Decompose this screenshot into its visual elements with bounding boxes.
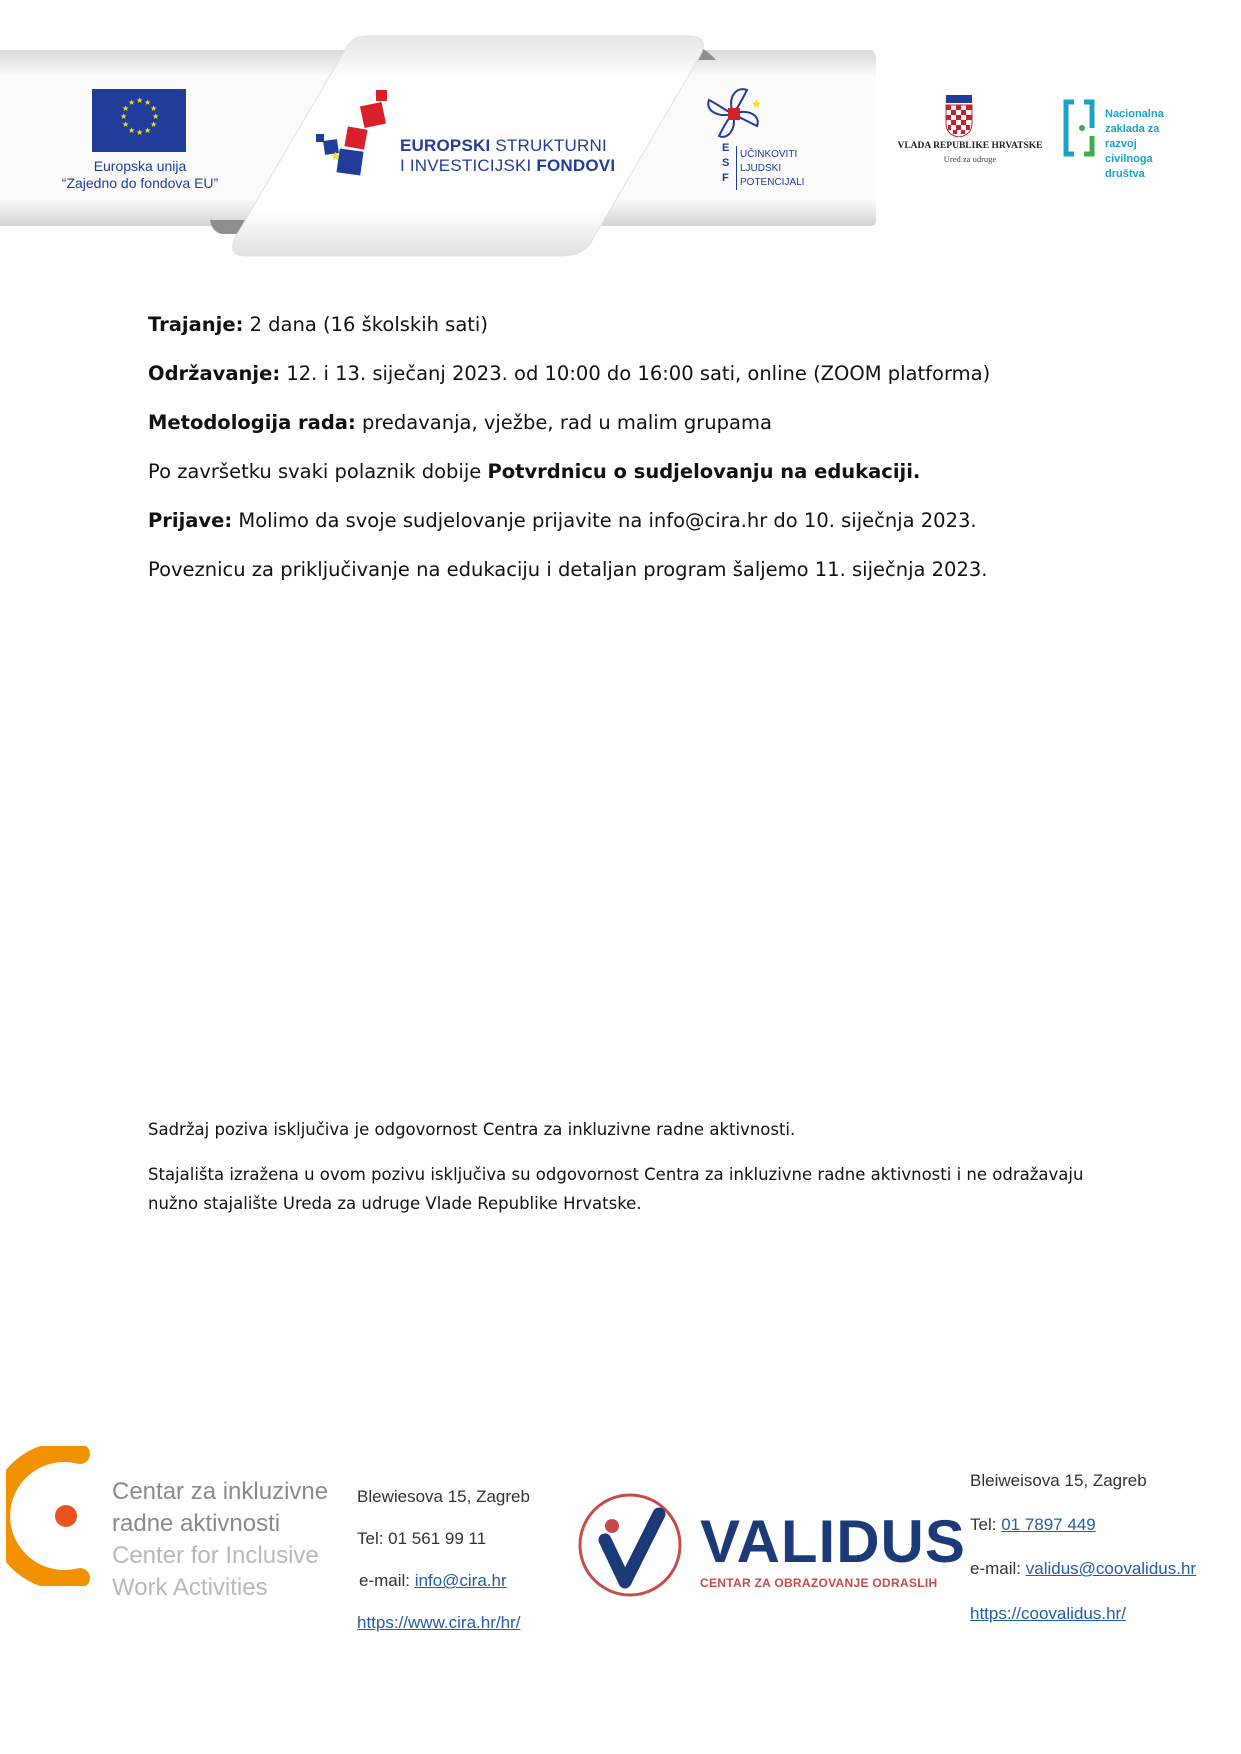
- esif-title: [400, 136, 615, 176]
- nacionalna-zaklada-logo-icon: [1060, 98, 1098, 158]
- metodologija-label: Metodologija rada:: [148, 411, 356, 434]
- esif-line1-bold: EUROPSKI: [400, 136, 491, 155]
- cira-email-link[interactable]: info@cira.hr: [414, 1571, 507, 1590]
- cira-name-line2: radne aktivnosti: [112, 1510, 281, 1537]
- svg-text:★: ★: [152, 112, 160, 121]
- cira-name-line1: Centar za inkluzivne: [112, 1478, 329, 1505]
- esf-word-3: POTENCIJALI: [740, 177, 805, 188]
- esf-letter-s: S: [722, 157, 730, 169]
- svg-text:★: ★: [136, 128, 144, 137]
- svg-text:★: ★: [751, 97, 762, 111]
- validus-email-label: e-mail:: [970, 1559, 1026, 1578]
- nz-line-3: razvoj: [1105, 138, 1137, 150]
- esf-word-1: UČINKOVITI: [740, 149, 798, 160]
- esif-logo-icon: [316, 88, 406, 180]
- validus-name: VALIDUS: [700, 1508, 966, 1575]
- svg-text:★: ★: [150, 120, 158, 129]
- svg-text:★: ★: [150, 104, 158, 113]
- potvrda-prefix: Po završetku svaki polaznik dobije: [148, 460, 488, 483]
- validus-tel-label: Tel:: [970, 1515, 1002, 1534]
- disclaimer-line2: Stajališta izražena u ovom pozivu isključiva su odgovornost Centra za inkluzivne radne aktivnosti i ne odražavaju nužno stajalište Ureda za udruge Vlade Republike Hrvatske.: [148, 1165, 1084, 1213]
- cira-email-label: e-mail:: [359, 1571, 415, 1590]
- metodologija-line: [148, 410, 772, 436]
- cira-address: Blewiesova 15, Zagreb: [357, 1487, 530, 1506]
- eu-flag-icon: [92, 89, 186, 152]
- cira-tel: Tel: 01 561 99 11: [357, 1529, 487, 1548]
- eu-caption-line1: Europska unija: [93, 158, 187, 174]
- svg-text:★: ★: [128, 98, 136, 107]
- svg-text:★: ★: [122, 104, 130, 113]
- odrzavanje-label: Održavanje:: [148, 362, 281, 385]
- cira-email-line: [359, 1571, 507, 1591]
- esif-line1-rest: STRUKTURNI: [495, 136, 607, 155]
- validus-logo-icon: [575, 1490, 685, 1600]
- cira-name: [112, 1476, 328, 1540]
- disclaimer-line1: Sadržaj poziva isključiva je odgovornost Centra za inkluzivne radne aktivnosti.: [148, 1120, 796, 1139]
- trajanje-value: 2 dana (16 školskih sati): [243, 313, 488, 336]
- svg-text:★: ★: [144, 98, 152, 107]
- potvrda-bold: Potvrdnicu o sudjelovanju na edukaciji.: [487, 460, 921, 483]
- esf-letter-e: E: [722, 142, 730, 154]
- eu-caption: [40, 158, 240, 192]
- svg-text:★: ★: [120, 112, 128, 121]
- nz-line-1: Nacionalna: [1105, 108, 1164, 120]
- odrzavanje-value: 12. i 13. siječanj 2023. od 10:00 do 16:00 sati, online (ZOOM platforma): [280, 362, 991, 385]
- potvrda-line: [148, 459, 920, 485]
- poveznica-line: Poveznicu za priključivanje na edukaciju i detaljan program šaljemo 11. siječnja 2023.: [148, 558, 988, 581]
- esf-pinwheel-icon: [697, 82, 769, 144]
- eu-caption-line2: “Zajedno do fondova EU”: [61, 175, 219, 191]
- validus-web-link[interactable]: https://coovalidus.hr/: [970, 1604, 1126, 1623]
- header-banner: [0, 20, 1241, 260]
- vlada-sub: Ured za udruge: [943, 154, 997, 164]
- validus-tel-line: [970, 1515, 1096, 1535]
- nz-line-5: društva: [1105, 168, 1145, 180]
- validus-email-link[interactable]: validus@coovalidus.hr: [1025, 1559, 1197, 1578]
- validus-address: Bleiweisova 15, Zagreb: [970, 1471, 1147, 1490]
- esif-line2-rest: I INVESTICIJSKI: [400, 156, 532, 175]
- esf-letter-f: F: [722, 172, 729, 184]
- esif-line2-bold: FONDOVI: [536, 156, 616, 175]
- nacionalna-zaklada-text: [1105, 107, 1195, 182]
- prijave-value: Molimo da svoje sudjelovanje prijavite na info@cira.hr do 10. siječnja 2023.: [232, 509, 977, 532]
- trajanje-label: Trajanje:: [148, 313, 244, 336]
- esf-divider: [736, 146, 737, 190]
- esf-letters: [722, 141, 732, 186]
- svg-text:★: ★: [136, 96, 144, 105]
- validus-subtitle: CENTAR ZA OBRAZOVANJE ODRASLIH: [700, 1576, 938, 1590]
- prijave-line: [148, 508, 977, 534]
- esf-word-2: LJUDSKI: [740, 163, 782, 174]
- cira-name-en: [112, 1540, 319, 1604]
- cira-name-en-line2: Work Activities: [112, 1574, 268, 1601]
- croatian-coat-of-arms-icon: [944, 95, 974, 137]
- trajanje-line: [148, 312, 488, 338]
- prijave-label: Prijave:: [148, 509, 233, 532]
- metodologija-value: predavanja, vježbe, rad u malim grupama: [355, 411, 772, 434]
- validus-email-line: [970, 1559, 1196, 1579]
- odrzavanje-line: [148, 361, 990, 387]
- svg-text:★: ★: [128, 126, 136, 135]
- svg-text:★: ★: [330, 149, 341, 163]
- cira-logo-icon: [6, 1446, 96, 1586]
- cira-web-link[interactable]: https://www.cira.hr/hr/: [357, 1613, 521, 1632]
- nz-line-2: zaklada za: [1105, 123, 1160, 135]
- esf-words: [740, 148, 804, 190]
- svg-text:★: ★: [144, 126, 152, 135]
- svg-text:★: ★: [122, 120, 130, 129]
- nz-line-4: civilnoga: [1105, 153, 1153, 165]
- cira-name-en-line1: Center for Inclusive: [112, 1542, 319, 1569]
- validus-tel-link[interactable]: 01 7897 449: [1001, 1515, 1096, 1534]
- vlada-name: VLADA REPUBLIKE HRVATSKE: [897, 141, 1043, 151]
